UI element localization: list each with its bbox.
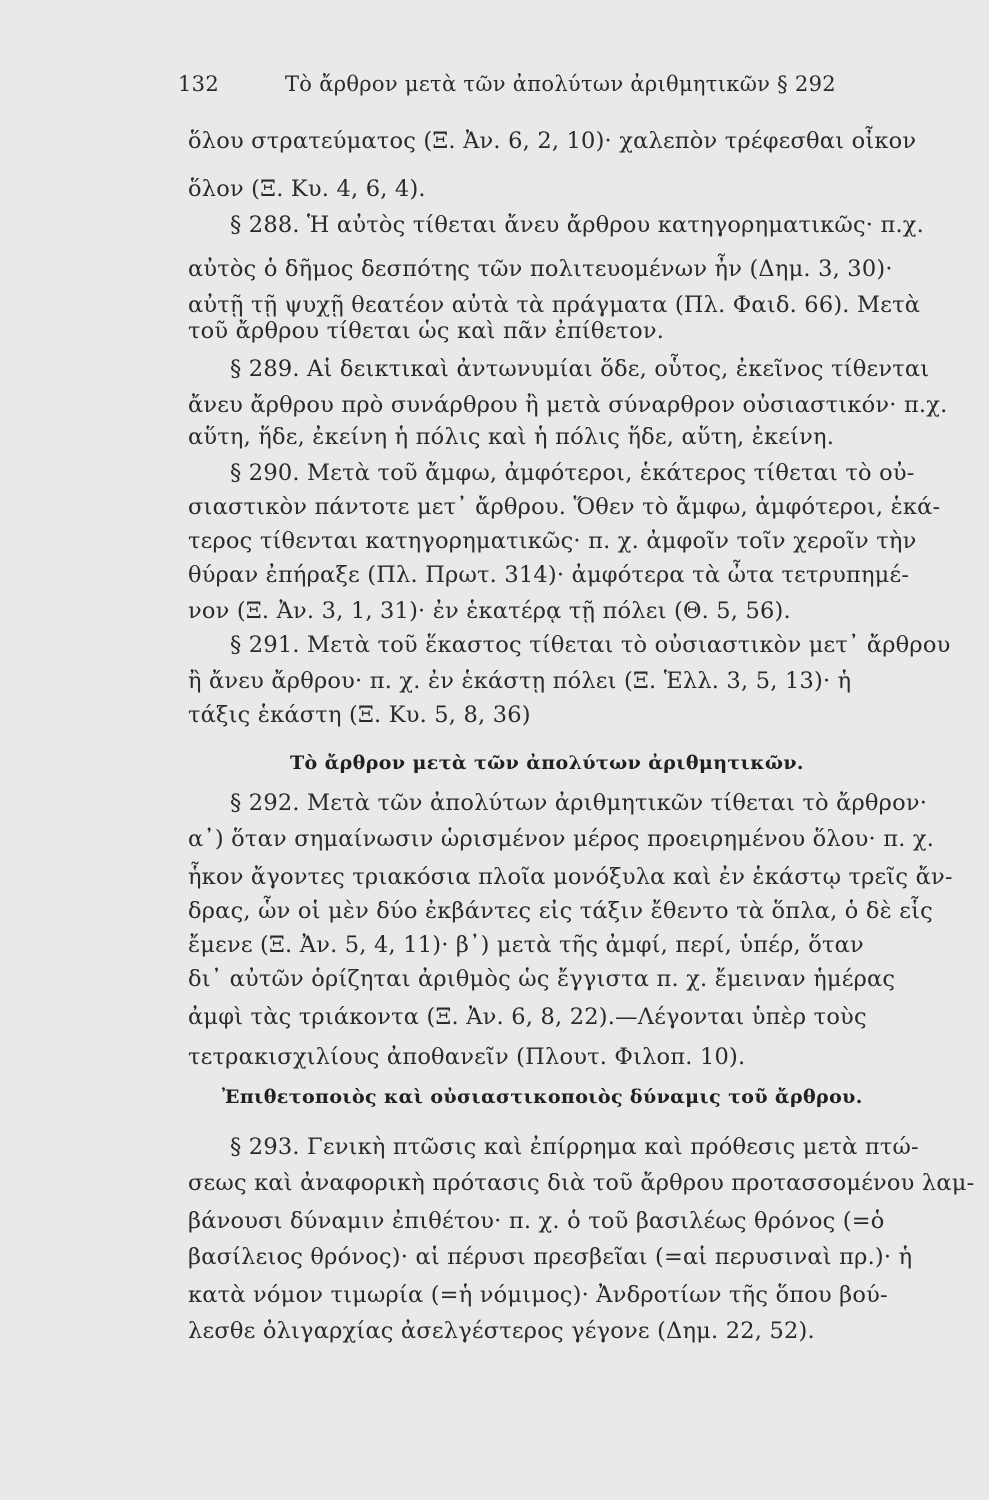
section-290-start: § 290. Μετὰ τοῦ ἄμφω, ἀμφότεροι, ἑκάτερος τίθεται τὸ οὐ-	[230, 460, 915, 486]
page-number: 132	[178, 72, 219, 96]
text-line: τοῦ ἄρθρου τίθεται ὡς καὶ πᾶν ἐπίθετον.	[188, 318, 665, 344]
text-line: κατὰ νόμον τιμωρία (=ἡ νόμιμος)· Ἀνδροτίων τῆς ὅπου βού-	[188, 1282, 888, 1308]
running-head	[178, 72, 836, 96]
text-line: τερος τίθενται κατηγορηματικῶς· π. χ. ἀμφοῖν τοῖν χεροῖν τὴν	[188, 528, 917, 554]
text-line: τάξις ἑκάστη (Ξ. Κυ. 5, 8, 36)	[188, 702, 531, 728]
text-line: νον (Ξ. Ἀν. 3, 1, 31)· ἐν ἑκατέρᾳ τῇ πόλει (Θ. 5, 56).	[188, 598, 791, 624]
running-title: Τὸ ἄρθρον μετὰ τῶν ἀπολύτων ἀριθμητικῶν § 292	[284, 72, 836, 96]
text-line: ἀμφὶ τὰς τριάκοντα (Ξ. Ἀν. 6, 8, 22).—Λέγονται ὑπὲρ τοὺς	[188, 1004, 867, 1030]
text-line: ἄνευ ἄρθρου πρὸ συνάρθρου ἢ μετὰ σύναρθρον οὐσιαστικόν· π.χ.	[188, 392, 948, 418]
text-line: α᾽) ὅταν σημαίνωσιν ὡρισμένον μέρος προειρημένου ὅλου· π. χ.	[188, 826, 935, 852]
text-line: βασίλειος θρόνος)· αἱ πέρυσι πρεσβεῖαι (=αἱ περυσιναὶ πρ.)· ἡ	[188, 1244, 913, 1270]
text-line: αὕτη, ἥδε, ἐκείνη ἡ πόλις καὶ ἡ πόλις ἥδε, αὕτη, ἐκείνη.	[188, 424, 835, 450]
section-289-start: § 289. Αἱ δεικτικαὶ ἀντωνυμίαι ὅδε, οὗτος, ἐκεῖνος τίθενται	[230, 356, 930, 382]
text-line: δρας, ὧν οἱ μὲν δύο ἐκβάντες εἰς τάξιν ἔθεντο τὰ ὅπλα, ὁ δὲ εἷς	[188, 898, 933, 924]
text-line: θύραν ἐπήραξε (Πλ. Πρωτ. 314)· ἀμφότερα τὰ ὦτα τετρυπημέ-	[188, 562, 910, 588]
text-line: αὐτὸς ὁ δῆμος δεσπότης τῶν πολιτευομένων ἦν (Δημ. 3, 30)·	[188, 256, 893, 282]
section-heading-adjectival: Ἐπιθετοποιὸς καὶ οὐσιαστικοποιὸς δύναμις τοῦ ἄρθρου.	[222, 1086, 863, 1108]
section-292-start: § 292. Μετὰ τῶν ἀπολύτων ἀριθμητικῶν τίθεται τὸ ἄρθρον·	[230, 790, 928, 816]
text-line: δι᾽ αὐτῶν ὁρίζηται ἀριθμὸς ὡς ἔγγιστα π. χ. ἔμειναν ἡμέρας	[188, 966, 896, 992]
text-line: ἔμενε (Ξ. Ἀν. 5, 4, 11)· β᾽) μετὰ τῆς ἀμφί, περί, ὑπέρ, ὅταν	[188, 932, 864, 958]
section-291-start: § 291. Μετὰ τοῦ ἕκαστος τίθεται τὸ οὐσιαστικὸν μετ᾽ ἄρθρου	[230, 632, 951, 658]
section-heading-numerals: Τὸ ἄρθρον μετὰ τῶν ἀπολύτων ἀριθμητικῶν.	[290, 752, 804, 774]
text-line: ὅλον (Ξ. Κυ. 4, 6, 4).	[188, 176, 426, 202]
text-line: ἢ ἄνευ ἄρθρου· π. χ. ἐν ἑκάστῃ πόλει (Ξ. Ἑλλ. 3, 5, 13)· ἡ	[188, 668, 852, 694]
text-line: σεως καὶ ἀναφορικὴ πρότασις διὰ τοῦ ἄρθρου προτασσομένου λαμ-	[188, 1170, 975, 1196]
text-line: ἧκον ἄγοντες τριακόσια πλοῖα μονόξυλα καὶ ἐν ἑκάστῳ τρεῖς ἄν-	[188, 864, 953, 890]
text-line: τετρακισχιλίους ἀποθανεῖν (Πλουτ. Φιλοπ. 10).	[188, 1044, 746, 1070]
text-line: ὅλου στρατεύματος (Ξ. Ἀν. 6, 2, 10)· χαλεπὸν τρέφεσθαι οἶκον	[188, 128, 917, 154]
section-288-start: § 288. Ἡ αὐτὸς τίθεται ἄνευ ἄρθρου κατηγορηματικῶς· π.χ.	[230, 212, 924, 238]
section-293-start: § 293. Γενικὴ πτῶσις καὶ ἐπίρρημα καὶ πρόθεσις μετὰ πτώ-	[230, 1134, 919, 1160]
text-line: σιαστικὸν πάντοτε μετ᾽ ἄρθρου. Ὅθεν τὸ ἄμφω, ἀμφότεροι, ἑκά-	[188, 494, 941, 520]
text-line: βάνουσι δύναμιν ἐπιθέτου· π. χ. ὁ τοῦ βασιλέως θρόνος (=ὁ	[188, 1208, 885, 1234]
text-line: λεσθε ὀλιγαρχίας ἀσελγέστερος γέγονε (Δημ. 22, 52).	[188, 1318, 815, 1344]
text-line: αὐτῇ τῇ ψυχῇ θεατέον αὐτὰ τὰ πράγματα (Πλ. Φαιδ. 66). Μετὰ	[188, 292, 921, 318]
